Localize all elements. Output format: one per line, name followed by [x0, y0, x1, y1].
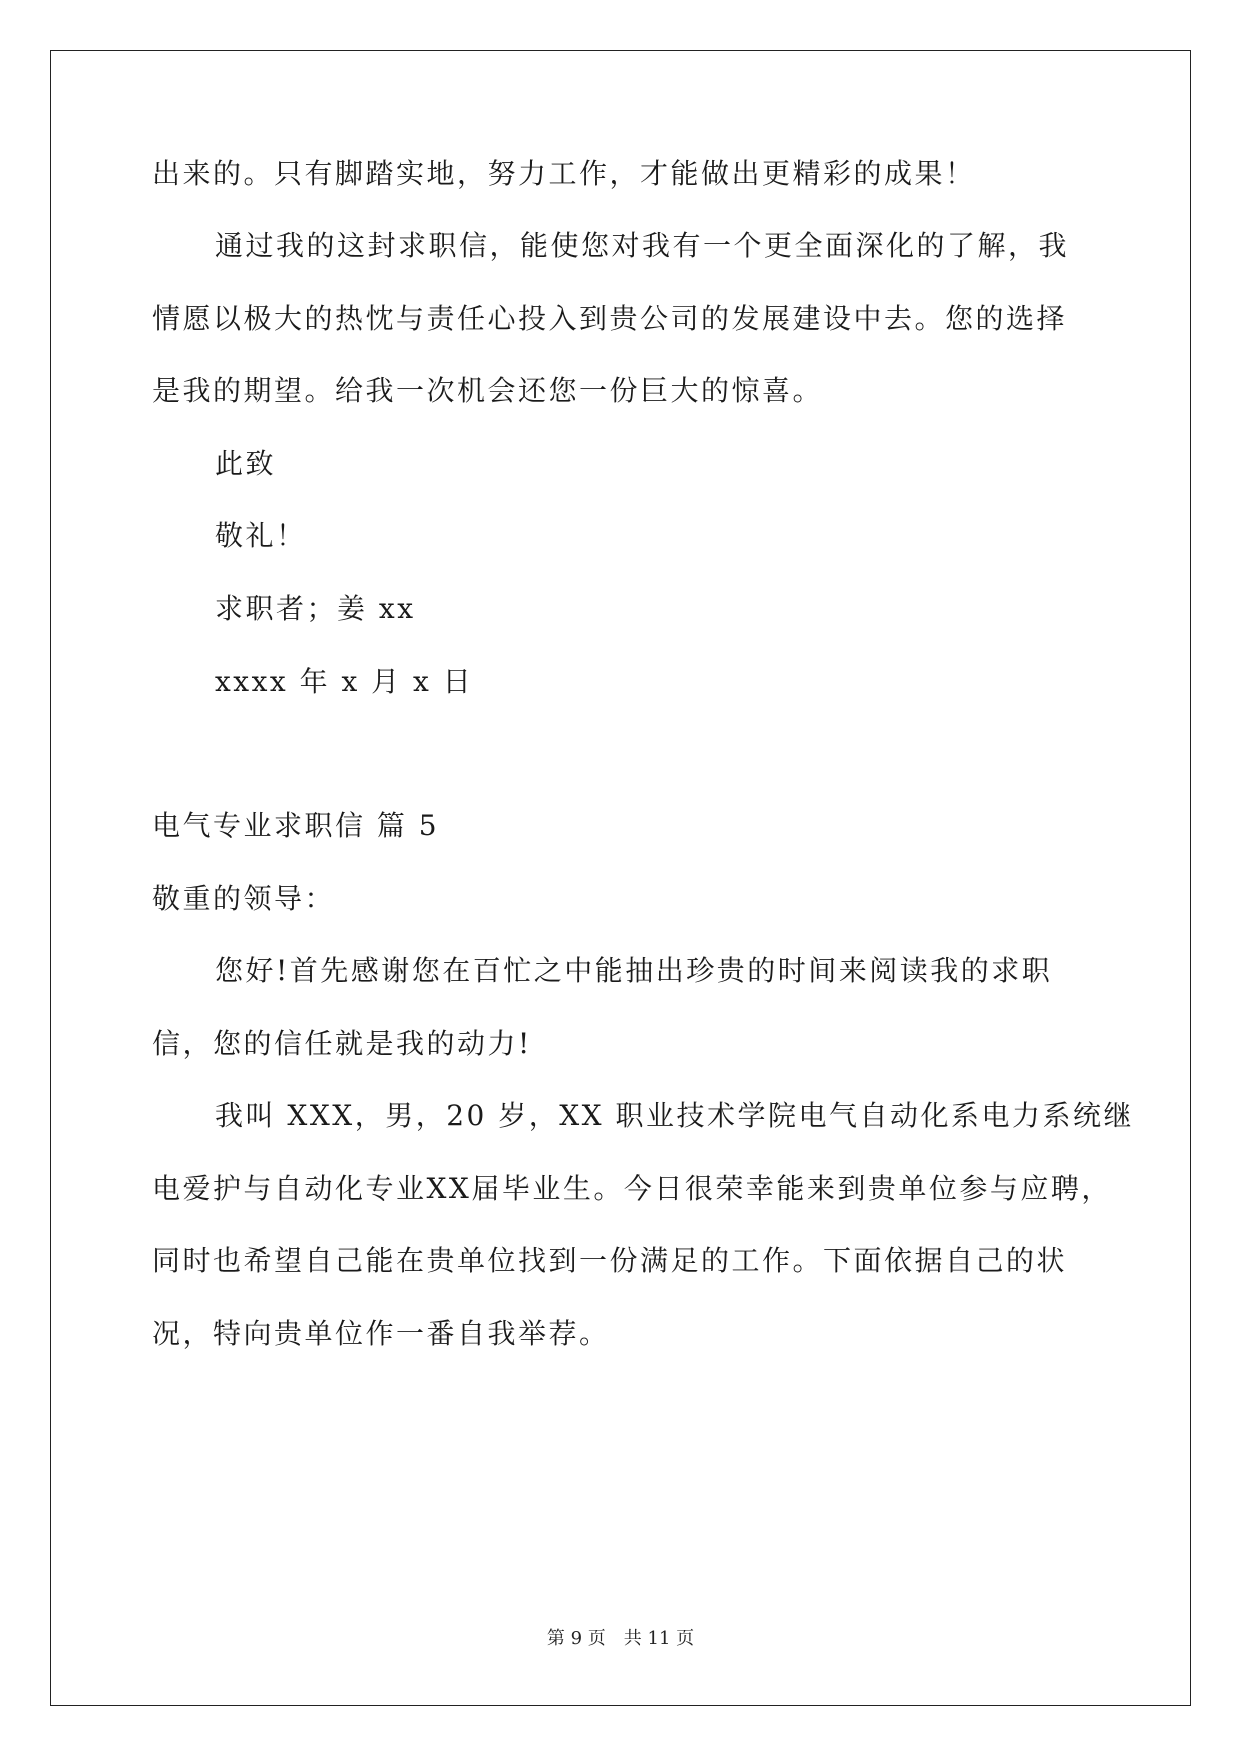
closing-regards: 敬礼！	[215, 519, 307, 552]
signature-line: 求职者；姜 xx	[215, 592, 416, 625]
closing-salutation: 此致	[215, 447, 277, 480]
text-line: 信，您的信任就是我的动力!	[152, 1027, 532, 1060]
section-heading: 电气专业求职信 篇 5	[152, 809, 440, 842]
text-line: 电爱护与自动化专业XX届毕业生。今日很荣幸能来到贵单位参与应聘，	[152, 1172, 1112, 1205]
date-line: xxxx 年 x 月 x 日	[215, 665, 474, 698]
text-line: 我叫 XXX，男，20 岁，XX 职业技术学院电气自动化系电力系统继	[215, 1099, 1135, 1132]
text-line: 通过我的这封求职信，能使您对我有一个更全面深化的了解，我	[215, 229, 1070, 262]
page-total: 共 11 页	[623, 1628, 695, 1649]
page-footer	[0, 1628, 1241, 1650]
greeting-line: 敬重的领导：	[152, 882, 336, 915]
text-line: 情愿以极大的热忱与责任心投入到贵公司的发展建设中去。您的选择	[152, 302, 1068, 335]
page-border	[50, 50, 1191, 1706]
text-line: 您好!首先感谢您在百忙之中能抽出珍贵的时间来阅读我的求职	[215, 954, 1053, 987]
page-number: 第 9 页	[546, 1628, 606, 1649]
text-line: 是我的期望。给我一次机会还您一份巨大的惊喜。	[152, 374, 824, 407]
text-line: 同时也希望自己能在贵单位找到一份满足的工作。下面依据自己的状	[152, 1244, 1068, 1277]
text-line: 出来的。只有脚踏实地，努力工作，才能做出更精彩的成果！	[152, 157, 976, 190]
text-line: 况，特向贵单位作一番自我举荐。	[152, 1317, 610, 1350]
